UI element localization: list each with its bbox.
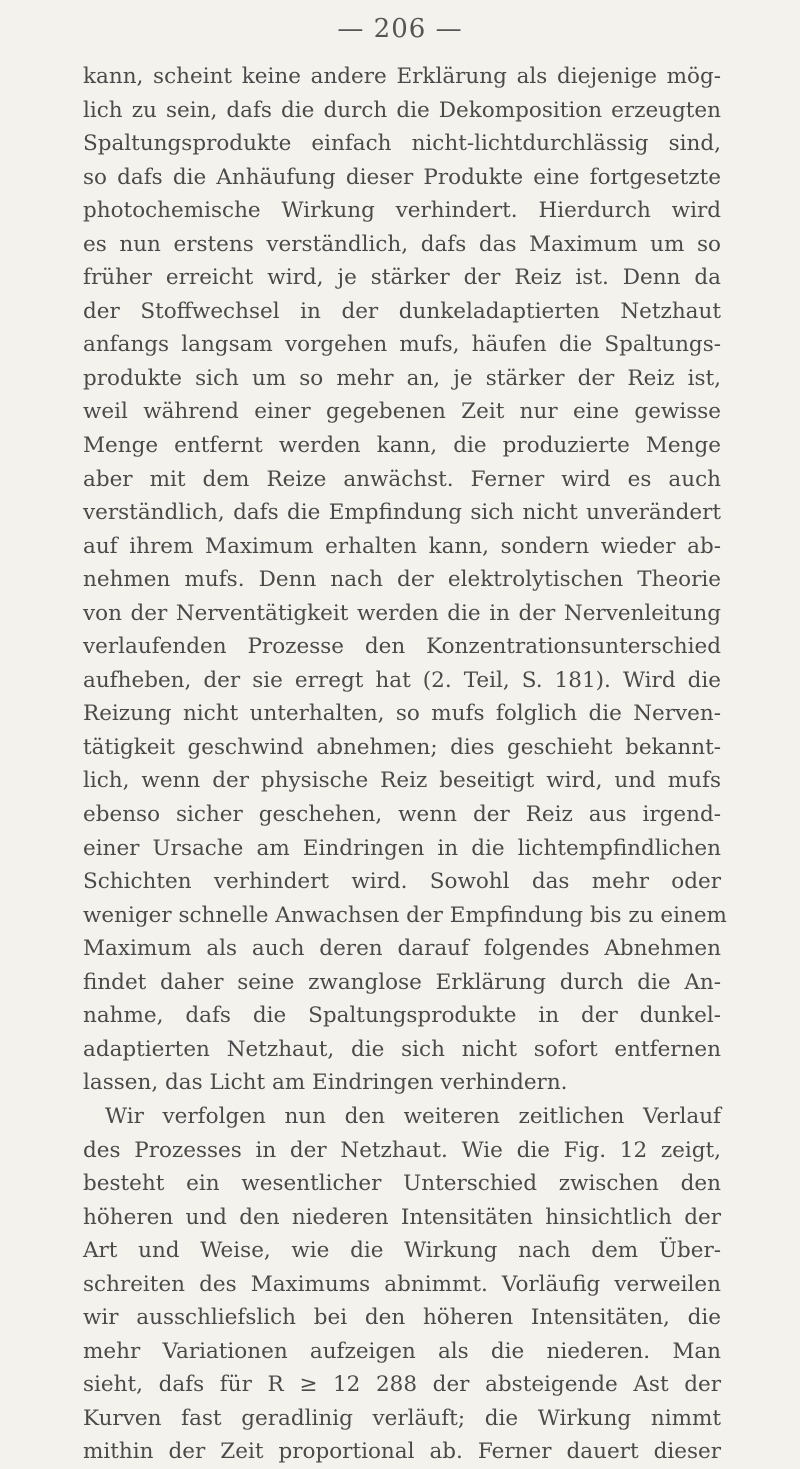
text-line: mehr Variationen aufzeigen als die niederen. Man	[83, 1338, 721, 1364]
text-line: auf ihrem Maximum erhalten kann, sondern wieder ab-	[83, 533, 721, 559]
text-line: aber mit dem Reize anwächst. Ferner wird es auch	[83, 466, 721, 492]
text-line: aufheben, der sie erregt hat (2. Teil, S. 181). Wird die	[83, 667, 721, 693]
text-line: lich zu sein, dafs die durch die Dekomposition erzeugten	[83, 97, 721, 123]
body-text	[83, 60, 727, 1469]
paragraph-last-line: lassen, das Licht am Eindringen verhindern.	[83, 1070, 568, 1096]
text-line: ebenso sicher geschehen, wenn der Reiz aus irgend-	[83, 802, 721, 828]
text-line: einer Ursache am Eindringen in die lichtempfindlichen	[83, 835, 721, 861]
text-line: findet daher seine zwanglose Erklärung durch die An-	[83, 969, 721, 995]
text-line: des Prozesses in der Netzhaut. Wie die Fig. 12 zeigt,	[83, 1137, 721, 1163]
text-line: wir ausschliefslich bei den höheren Intensitäten, die	[83, 1305, 721, 1331]
text-line: produkte sich um so mehr an, je stärker der Reiz ist,	[83, 365, 721, 391]
text-line: verständlich, dafs die Empfindung sich nicht unverändert	[83, 500, 721, 526]
text-line: adaptierten Netzhaut, die sich nicht sofort entfernen	[83, 1036, 721, 1062]
text-line: weil während einer gegebenen Zeit nur eine gewisse	[83, 399, 721, 425]
page-number-header: — 206 —	[337, 14, 463, 44]
text-line: anfangs langsam vorgehen mufs, häufen die Spaltungs-	[83, 332, 721, 358]
text-line: weniger schnelle Anwachsen der Empfindung bis zu einem	[83, 902, 727, 928]
text-line: schreiten des Maximums abnimmt. Vorläufig verweilen	[83, 1271, 721, 1297]
text-line: Art und Weise, wie die Wirkung nach dem Über-	[83, 1238, 721, 1264]
text-line: Schichten verhindert wird. Sowohl das mehr oder	[83, 869, 721, 895]
text-line: lich, wenn der physische Reiz beseitigt wird, und mufs	[83, 768, 721, 794]
text-line: photochemische Wirkung verhindert. Hierdurch wird	[83, 198, 721, 224]
text-line: Kurven fast geradlinig verläuft; die Wirkung nimmt	[83, 1405, 721, 1431]
text-line: Reizung nicht unterhalten, so mufs folglich die Nerven-	[83, 701, 721, 727]
text-line: tätigkeit geschwind abnehmen; dies geschieht bekannt-	[83, 734, 721, 760]
text-line: besteht ein wesentlicher Unterschied zwischen den	[83, 1171, 721, 1197]
paragraph-first-line: Wir verfolgen nun den weiteren zeitlichen Verlauf	[105, 1103, 721, 1129]
text-line: Maximum als auch deren darauf folgendes Abnehmen	[83, 936, 721, 962]
text-line: kann, scheint keine andere Erklärung als diejenige mög-	[83, 64, 721, 89]
text-line: Menge entfernt werden kann, die produzierte Menge	[83, 433, 721, 459]
text-line: mithin der Zeit proportional ab. Ferner dauert dieser	[83, 1439, 721, 1465]
text-line: Spaltungsprodukte einfach nicht-lichtdurchlässig sind,	[83, 131, 721, 157]
text-line: nehmen mufs. Denn nach der elektrolytischen Theorie	[83, 567, 721, 593]
text-line: früher erreicht wird, je stärker der Reiz ist. Denn da	[83, 265, 721, 291]
text-line: verlaufenden Prozesse den Konzentrationsunterschied	[83, 634, 721, 660]
text-line: sieht, dafs für R ≥ 12 288 der absteigende Ast der	[83, 1372, 721, 1398]
text-line: höheren und den niederen Intensitäten hinsichtlich der	[83, 1204, 721, 1230]
text-line: der Stoffwechsel in der dunkeladaptierten Netzhaut	[83, 298, 721, 324]
text-line: von der Nerventätigkeit werden die in der Nervenleitung	[83, 600, 721, 626]
text-line: es nun erstens verständlich, dafs das Maximum um so	[83, 231, 721, 257]
text-line: so dafs die Anhäufung dieser Produkte eine fortgesetzte	[83, 164, 721, 190]
text-line: nahme, dafs die Spaltungsprodukte in der dunkel-	[83, 1003, 721, 1029]
